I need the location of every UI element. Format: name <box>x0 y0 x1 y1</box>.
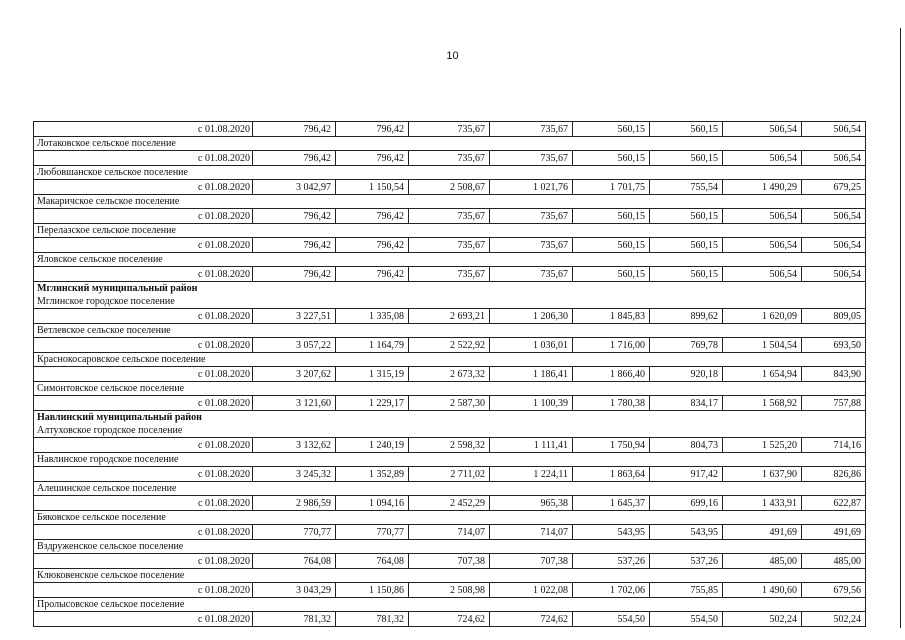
settlement-name: Лотаковское сельское поселение <box>34 137 866 151</box>
effective-date-cell: с 01.08.2020 <box>34 396 253 411</box>
settlement-name: Ветлевское сельское поселение <box>34 324 866 338</box>
settlement-name: Макаричское сельское поселение <box>34 195 866 209</box>
rate-value-cell: 1 863,64 <box>573 467 650 482</box>
rate-value-cell: 1 164,79 <box>336 338 409 353</box>
settlement-name-row <box>34 482 866 496</box>
table-row <box>34 338 866 353</box>
rate-value-cell: 735,67 <box>490 122 573 137</box>
rate-value-cell: 1 206,30 <box>490 309 573 324</box>
rate-value-cell: 560,15 <box>573 122 650 137</box>
rate-value-cell: 843,90 <box>802 367 866 382</box>
table-row <box>34 554 866 569</box>
effective-date-cell: с 01.08.2020 <box>34 338 253 353</box>
rate-value-cell: 796,42 <box>253 122 336 137</box>
settlement-name-row <box>34 253 866 267</box>
rate-value-cell: 1 100,39 <box>490 396 573 411</box>
rate-value-cell: 2 587,30 <box>409 396 490 411</box>
rate-value-cell: 560,15 <box>650 151 723 166</box>
rate-value-cell: 707,38 <box>490 554 573 569</box>
rate-value-cell: 485,00 <box>723 554 802 569</box>
table-row <box>34 180 866 195</box>
rate-value-cell: 560,15 <box>650 267 723 282</box>
rate-value-cell: 506,54 <box>723 122 802 137</box>
table-row <box>34 151 866 166</box>
rate-value-cell: 917,42 <box>650 467 723 482</box>
rate-value-cell: 714,16 <box>802 438 866 453</box>
rate-value-cell: 1 433,91 <box>723 496 802 511</box>
rate-value-cell: 735,67 <box>409 151 490 166</box>
table-row <box>34 367 866 382</box>
rate-value-cell: 796,42 <box>336 122 409 137</box>
effective-date-cell: с 01.08.2020 <box>34 467 253 482</box>
rate-value-cell: 1 620,09 <box>723 309 802 324</box>
rate-value-cell: 506,54 <box>802 151 866 166</box>
rate-value-cell: 1 036,01 <box>490 338 573 353</box>
rate-value-cell: 796,42 <box>253 267 336 282</box>
rate-value-cell: 735,67 <box>409 122 490 137</box>
rate-value-cell: 764,08 <box>253 554 336 569</box>
settlement-name: Мглинское городское поселение <box>34 295 866 309</box>
effective-date-cell: с 01.08.2020 <box>34 367 253 382</box>
rate-value-cell: 2 711,02 <box>409 467 490 482</box>
rate-value-cell: 1 716,00 <box>573 338 650 353</box>
rate-value-cell: 543,95 <box>573 525 650 540</box>
table-row <box>34 209 866 224</box>
rate-value-cell: 2 508,67 <box>409 180 490 195</box>
rate-value-cell: 764,08 <box>336 554 409 569</box>
rate-value-cell: 699,16 <box>650 496 723 511</box>
rate-value-cell: 724,62 <box>490 612 573 627</box>
settlement-name-row <box>34 195 866 209</box>
settlement-name: Вздруженское сельское поселение <box>34 540 866 554</box>
rate-value-cell: 1 352,89 <box>336 467 409 482</box>
settlement-name-row <box>34 382 866 396</box>
rate-value-cell: 1 094,16 <box>336 496 409 511</box>
table-row <box>34 267 866 282</box>
rate-value-cell: 1 504,54 <box>723 338 802 353</box>
effective-date-cell: с 01.08.2020 <box>34 583 253 598</box>
rate-value-cell: 809,05 <box>802 309 866 324</box>
settlement-name-row <box>34 137 866 151</box>
table-row <box>34 525 866 540</box>
effective-date-cell: с 01.08.2020 <box>34 238 253 253</box>
settlement-name: Яловское сельское поселение <box>34 253 866 267</box>
rate-value-cell: 2 452,29 <box>409 496 490 511</box>
table-row <box>34 583 866 598</box>
effective-date-cell: с 01.08.2020 <box>34 309 253 324</box>
settlement-name: Алешинское сельское поселение <box>34 482 866 496</box>
rate-value-cell: 769,78 <box>650 338 723 353</box>
table-row <box>34 438 866 453</box>
rate-value-cell: 796,42 <box>336 238 409 253</box>
rate-value-cell: 560,15 <box>650 209 723 224</box>
settlement-name: Пролысовское сельское поселение <box>34 598 866 612</box>
rate-value-cell: 735,67 <box>490 238 573 253</box>
rate-value-cell: 502,24 <box>802 612 866 627</box>
effective-date-cell: с 01.08.2020 <box>34 496 253 511</box>
rate-value-cell: 3 043,29 <box>253 583 336 598</box>
rate-value-cell: 560,15 <box>573 238 650 253</box>
rate-value-cell: 796,42 <box>253 209 336 224</box>
page-edge-rule <box>900 28 901 628</box>
effective-date-cell: с 01.08.2020 <box>34 554 253 569</box>
table-row <box>34 496 866 511</box>
settlement-name-row <box>34 598 866 612</box>
rate-value-cell: 537,26 <box>650 554 723 569</box>
rate-value-cell: 724,62 <box>409 612 490 627</box>
rate-value-cell: 1 490,29 <box>723 180 802 195</box>
effective-date-cell: с 01.08.2020 <box>34 180 253 195</box>
rate-value-cell: 1 335,08 <box>336 309 409 324</box>
rate-value-cell: 506,54 <box>723 151 802 166</box>
rate-value-cell: 3 057,22 <box>253 338 336 353</box>
rate-value-cell: 735,67 <box>409 267 490 282</box>
settlement-name: Алтуховское городское поселение <box>34 424 866 438</box>
effective-date-cell: с 01.08.2020 <box>34 438 253 453</box>
rate-value-cell: 804,73 <box>650 438 723 453</box>
rate-value-cell: 757,88 <box>802 396 866 411</box>
rate-value-cell: 2 598,32 <box>409 438 490 453</box>
rate-value-cell: 796,42 <box>336 209 409 224</box>
effective-date-cell: с 01.08.2020 <box>34 525 253 540</box>
rate-value-cell: 920,18 <box>650 367 723 382</box>
rate-value-cell: 3 132,62 <box>253 438 336 453</box>
rate-value-cell: 1 750,94 <box>573 438 650 453</box>
district-name: Навлинский муниципальный район <box>34 411 866 425</box>
rate-value-cell: 3 042,97 <box>253 180 336 195</box>
effective-date-cell: с 01.08.2020 <box>34 151 253 166</box>
rate-value-cell: 506,54 <box>723 267 802 282</box>
rate-value-cell: 506,54 <box>723 209 802 224</box>
table-row <box>34 238 866 253</box>
rate-value-cell: 2 693,21 <box>409 309 490 324</box>
rate-value-cell: 1 186,41 <box>490 367 573 382</box>
rate-value-cell: 2 522,92 <box>409 338 490 353</box>
settlement-name: Краснокосаровское сельское поселение <box>34 353 866 367</box>
district-header-row <box>34 411 866 425</box>
rate-value-cell: 543,95 <box>650 525 723 540</box>
rate-value-cell: 2 673,32 <box>409 367 490 382</box>
rate-value-cell: 796,42 <box>253 151 336 166</box>
rate-value-cell: 796,42 <box>253 238 336 253</box>
rate-value-cell: 560,15 <box>573 267 650 282</box>
rate-value-cell: 554,50 <box>650 612 723 627</box>
rate-value-cell: 506,54 <box>723 238 802 253</box>
rate-value-cell: 2 508,98 <box>409 583 490 598</box>
settlement-name-row <box>34 324 866 338</box>
rate-value-cell: 1 780,38 <box>573 396 650 411</box>
settlement-name-row <box>34 453 866 467</box>
table-row <box>34 309 866 324</box>
rate-value-cell: 1 866,40 <box>573 367 650 382</box>
rate-value-cell: 554,50 <box>573 612 650 627</box>
settlement-name: Любовшанское сельское поселение <box>34 166 866 180</box>
rate-value-cell: 1 637,90 <box>723 467 802 482</box>
rate-value-cell: 1 224,11 <box>490 467 573 482</box>
settlement-name-row <box>34 424 866 438</box>
effective-date-cell: с 01.08.2020 <box>34 267 253 282</box>
district-header-row <box>34 282 866 296</box>
rate-value-cell: 1 845,83 <box>573 309 650 324</box>
rate-value-cell: 1 021,76 <box>490 180 573 195</box>
rate-value-cell: 1 229,17 <box>336 396 409 411</box>
rate-value-cell: 714,07 <box>490 525 573 540</box>
rate-value-cell: 1 702,06 <box>573 583 650 598</box>
settlement-name-row <box>34 353 866 367</box>
rate-value-cell: 1 111,41 <box>490 438 573 453</box>
rate-value-cell: 1 645,37 <box>573 496 650 511</box>
rate-value-cell: 3 207,62 <box>253 367 336 382</box>
tariff-table <box>33 121 866 627</box>
rate-value-cell: 755,54 <box>650 180 723 195</box>
rate-value-cell: 560,15 <box>573 209 650 224</box>
rate-value-cell: 899,62 <box>650 309 723 324</box>
table-row <box>34 612 866 627</box>
rate-value-cell: 965,38 <box>490 496 573 511</box>
district-name: Мглинский муниципальный район <box>34 282 866 296</box>
rate-value-cell: 1 022,08 <box>490 583 573 598</box>
rate-value-cell: 3 121,60 <box>253 396 336 411</box>
rate-value-cell: 796,42 <box>336 267 409 282</box>
rate-value-cell: 506,54 <box>802 238 866 253</box>
rate-value-cell: 1 315,19 <box>336 367 409 382</box>
settlement-name-row <box>34 511 866 525</box>
rate-value-cell: 781,32 <box>253 612 336 627</box>
effective-date-cell: с 01.08.2020 <box>34 122 253 137</box>
rate-value-cell: 770,77 <box>253 525 336 540</box>
settlement-name: Перелазское сельское поселение <box>34 224 866 238</box>
rate-value-cell: 826,86 <box>802 467 866 482</box>
rate-value-cell: 796,42 <box>336 151 409 166</box>
settlement-name: Навлинское городское поселение <box>34 453 866 467</box>
rate-value-cell: 491,69 <box>802 525 866 540</box>
rate-value-cell: 707,38 <box>409 554 490 569</box>
settlement-name: Бяковское сельское поселение <box>34 511 866 525</box>
table-row <box>34 396 866 411</box>
rate-value-cell: 781,32 <box>336 612 409 627</box>
rate-value-cell: 714,07 <box>409 525 490 540</box>
settlement-name-row <box>34 166 866 180</box>
rate-value-cell: 485,00 <box>802 554 866 569</box>
rate-value-cell: 735,67 <box>409 238 490 253</box>
rate-value-cell: 506,54 <box>802 209 866 224</box>
rate-value-cell: 506,54 <box>802 267 866 282</box>
rate-value-cell: 679,56 <box>802 583 866 598</box>
effective-date-cell: с 01.08.2020 <box>34 209 253 224</box>
rate-value-cell: 755,85 <box>650 583 723 598</box>
rate-value-cell: 735,67 <box>490 151 573 166</box>
settlement-name: Клюковенское сельское поселение <box>34 569 866 583</box>
rate-value-cell: 1 701,75 <box>573 180 650 195</box>
effective-date-cell: с 01.08.2020 <box>34 612 253 627</box>
rate-value-cell: 1 525,20 <box>723 438 802 453</box>
settlement-name-row <box>34 295 866 309</box>
rate-value-cell: 1 490,60 <box>723 583 802 598</box>
rate-value-cell: 560,15 <box>650 238 723 253</box>
rate-value-cell: 679,25 <box>802 180 866 195</box>
rate-value-cell: 1 568,92 <box>723 396 802 411</box>
rate-value-cell: 2 986,59 <box>253 496 336 511</box>
rate-value-cell: 622,87 <box>802 496 866 511</box>
rate-value-cell: 735,67 <box>490 267 573 282</box>
rate-value-cell: 491,69 <box>723 525 802 540</box>
page-number: 10 <box>446 50 459 62</box>
rate-value-cell: 770,77 <box>336 525 409 540</box>
settlement-name-row <box>34 224 866 238</box>
rate-value-cell: 537,26 <box>573 554 650 569</box>
rate-value-cell: 693,50 <box>802 338 866 353</box>
rate-value-cell: 506,54 <box>802 122 866 137</box>
settlement-name-row <box>34 540 866 554</box>
rate-value-cell: 834,17 <box>650 396 723 411</box>
rate-value-cell: 1 150,86 <box>336 583 409 598</box>
rate-value-cell: 1 240,19 <box>336 438 409 453</box>
settlement-name: Симонтовское сельское поселение <box>34 382 866 396</box>
rate-value-cell: 560,15 <box>573 151 650 166</box>
rate-value-cell: 1 654,94 <box>723 367 802 382</box>
settlement-name-row <box>34 569 866 583</box>
table-row <box>34 122 866 137</box>
rate-value-cell: 1 150,54 <box>336 180 409 195</box>
table-row <box>34 467 866 482</box>
rate-value-cell: 735,67 <box>409 209 490 224</box>
rate-value-cell: 3 245,32 <box>253 467 336 482</box>
rate-value-cell: 3 227,51 <box>253 309 336 324</box>
rate-value-cell: 735,67 <box>490 209 573 224</box>
rate-value-cell: 502,24 <box>723 612 802 627</box>
rate-value-cell: 560,15 <box>650 122 723 137</box>
